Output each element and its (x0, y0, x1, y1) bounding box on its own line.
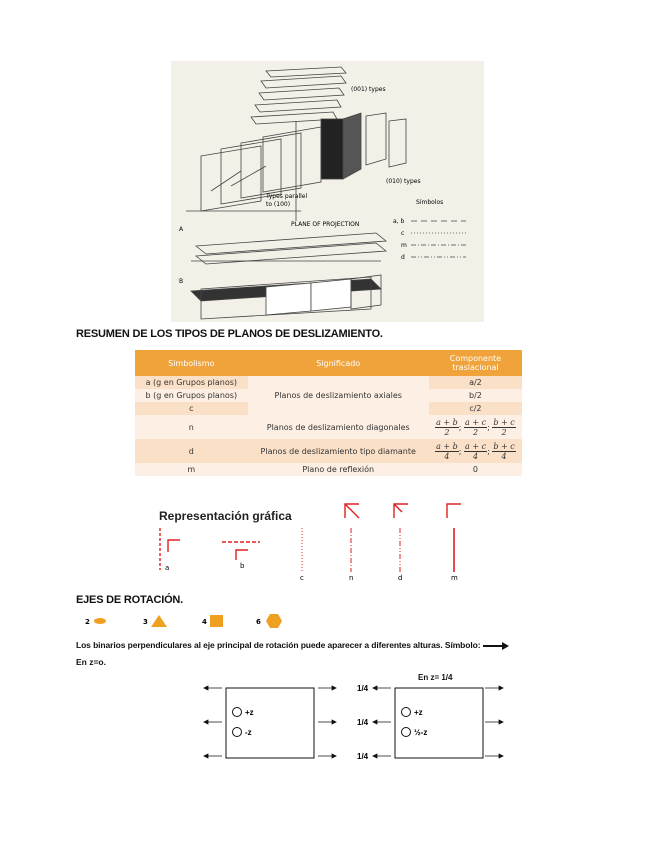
rotation-symbols (85, 612, 295, 632)
label-a: a (165, 564, 170, 572)
cell-component: c/2 (429, 402, 522, 415)
label-d: d (398, 574, 403, 582)
diagram-z14 (355, 682, 505, 762)
glide-planes-figure (171, 61, 484, 322)
diagram-z0 (200, 682, 340, 762)
table-row (135, 376, 522, 389)
axes-heading: EJES DE ROTACIÓN. (76, 594, 184, 606)
rot-2-lens-icon (94, 618, 106, 624)
label-half-minus-z: ½-z (414, 728, 428, 737)
height-top: 1/4 (357, 684, 369, 693)
atom-plus-z (233, 708, 242, 717)
cell-symbol: a (g en Grupos planos) (135, 376, 248, 389)
col-header-meaning: Significado (248, 350, 429, 376)
glide-m-corner (447, 504, 461, 518)
label-n: n (349, 574, 354, 582)
representation-title: Representación gráfica (159, 509, 292, 523)
cell-meaning: Planos de deslizamiento diagonales (248, 415, 429, 439)
label-plus-z: +z (414, 708, 423, 717)
atom-minus-z (233, 728, 242, 737)
cell-symbol: m (135, 463, 248, 476)
to-100-label: to (100) (266, 201, 291, 208)
cell-meaning: Planos de deslizamiento tipo diamante (248, 439, 429, 463)
types-010-label: (010) types (386, 178, 421, 185)
paragraph-text: Los binarios perpendiculares al eje principal de rotación puede aparecer a diferentes alturas. Símbolo: (76, 640, 481, 650)
glide-symbols-graphic (150, 500, 470, 582)
row-a-label: A (179, 226, 184, 233)
fraction: $\frac{a + c}{4}$ (465, 441, 487, 461)
table-row (135, 439, 522, 463)
paragraph-z0: En z=o. (76, 657, 106, 667)
types-parallel-label: Types parallel (266, 193, 308, 200)
glide-planes-table (135, 350, 522, 476)
height-mid: 1/4 (357, 718, 369, 727)
label-minus-z: -z (245, 728, 252, 737)
cell-component-fractions: $\frac{a + b}{2}$ ; $\frac{a + c}{2}$ ; $\frac{b + c}{2}$ (429, 415, 522, 439)
binary-arrow-icon (483, 642, 509, 650)
legend-m-label: m (401, 242, 407, 249)
legend-d-label: d (401, 254, 405, 261)
rot-2-number: 2 (85, 618, 90, 626)
cell-symbol: c (135, 402, 248, 415)
rot-6-number: 6 (256, 618, 261, 626)
row-b-label: B (179, 278, 184, 285)
cell-symbol: n (135, 415, 248, 439)
cell-meaning: Plano de reflexión (248, 463, 429, 476)
cell-component-fractions: $\frac{a + b}{4}$ ; $\frac{a + c}{4}$ ; $\frac{b + c}{4}$ (429, 439, 522, 463)
types-001-label: (001) types (351, 86, 386, 93)
legend-ab-label: a, b (393, 218, 405, 225)
table-row (135, 415, 522, 439)
rot-6-hexagon-icon (266, 614, 282, 628)
atom-half-minus-z (402, 728, 411, 737)
atom-plus-z (402, 708, 411, 717)
simbolos-label: Símbolos (416, 199, 444, 206)
table-row (135, 463, 522, 476)
plane-projection-label: PLANE OF PROJECTION (291, 221, 360, 228)
label-b: b (240, 562, 245, 570)
fraction: $\frac{b + c}{2}$ (493, 417, 515, 437)
cell-symbol: d (135, 439, 248, 463)
cell-symbol: b (g en Grupos planos) (135, 389, 248, 402)
fraction: $\frac{a + b}{4}$ (436, 441, 458, 461)
rot-4-square-icon (210, 615, 223, 627)
glide-planes-sketch (171, 61, 484, 322)
label-m: m (451, 574, 458, 582)
glide-a-corner (168, 540, 180, 552)
cell-meaning: Planos de deslizamiento axiales (248, 376, 429, 415)
legend-c-label: c (401, 230, 405, 237)
rot-4-number: 4 (202, 618, 207, 626)
cell-component: a/2 (429, 376, 522, 389)
rot-3-number: 3 (143, 618, 148, 626)
glide-n-arrow (345, 504, 359, 518)
col-header-symbol: Simbolismo (135, 350, 248, 376)
col-header-component: Componente traslacional (429, 350, 522, 376)
diagram-right-title: En z= 1/4 (418, 673, 453, 682)
label-c: c (300, 574, 304, 582)
fraction: $\frac{a + b}{2}$ (436, 417, 458, 437)
height-bottom: 1/4 (357, 752, 369, 761)
cell-component: b/2 (429, 389, 522, 402)
paragraph-binaries (76, 640, 509, 650)
label-plus-z: +z (245, 708, 254, 717)
glide-d-arrow (394, 504, 402, 512)
rot-3-triangle-icon (151, 615, 167, 627)
cell-component: 0 (429, 463, 522, 476)
glide-b-corner (236, 550, 248, 560)
fraction: $\frac{a + c}{2}$ (465, 417, 487, 437)
summary-heading: RESUMEN DE LOS TIPOS DE PLANOS DE DESLIZAMIENTO. (76, 328, 383, 340)
fraction: $\frac{b + c}{4}$ (493, 441, 515, 461)
